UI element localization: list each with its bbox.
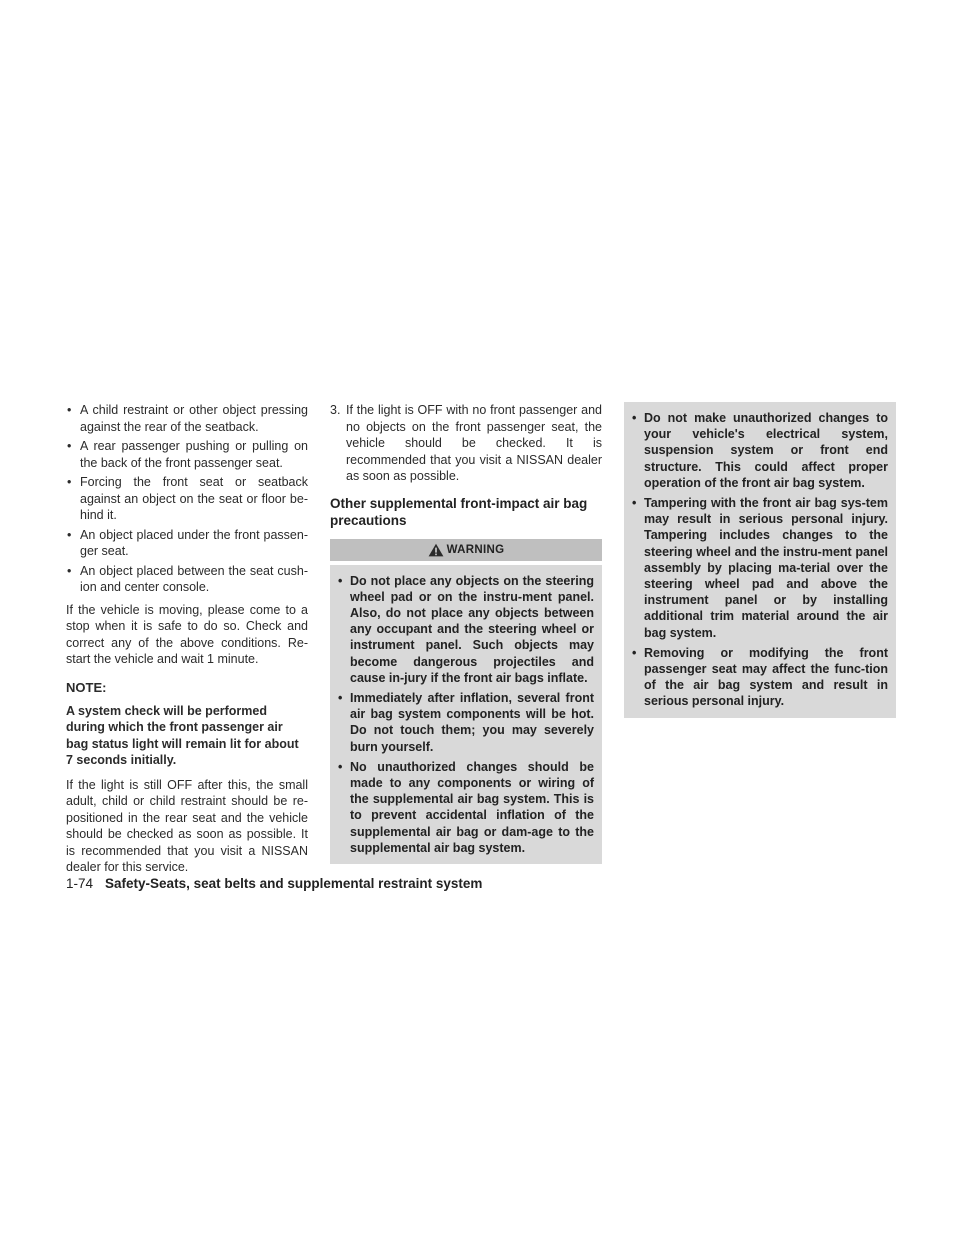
list-item: • A child restraint or other object pressing against the rear of the seatback. [67, 403, 308, 434]
list-item: • An object placed under the front passen-ger seat. [67, 527, 308, 558]
warning-item: • Removing or modifying the front passenger seat may affect the func-tion of the air bag system and result in serious personal injury. [632, 645, 888, 709]
page-number: 1-74 [66, 876, 94, 891]
numbered-list [330, 402, 602, 485]
column-3 [624, 402, 896, 718]
section-heading: Other supplemental front-impact air bag precautions [330, 495, 588, 528]
item-number: 3. [330, 403, 341, 417]
list-item: • An object placed between the seat cush-ion and center console. [67, 563, 308, 594]
warning-item: • Do not place any objects on the steering wheel pad or on the instru-ment panel. Also, do not place any objects between any occupant and the steering wheel or instrument panel. Such objects may become dangerous projectiles and cause in-jury if the front air bags inflate. [338, 573, 594, 685]
warning-box [330, 565, 602, 864]
warning-label: WARNING [446, 543, 505, 556]
page-footer [66, 876, 482, 891]
list-item: • Forcing the front seat or seatback against an object on the seat or floor be-hind it. [67, 475, 308, 522]
bullet: • [338, 690, 343, 705]
warning-header [330, 539, 602, 561]
bullet: • [632, 496, 637, 511]
warning-list [630, 410, 888, 710]
warning-item: • Immediately after inflation, several front air bag system components will be hot. Do not touch them; you may severely burn yourself. [338, 690, 594, 754]
note-heading: NOTE: [66, 679, 107, 695]
warning-item: • Do not make unauthorized changes to your vehicle's electrical system, suspension system or front end structure. This could affect proper operation of the front air bag system. [632, 411, 888, 490]
warning-item: • Tampering with the front air bag sys-tem may result in serious personal injury. Tampering includes changes to the steering wheel and the instru-ment panel assembly by placing ma-terial over the steering wheel pad and above the instrument panel or by installing additional trim material around the air bag system. [632, 496, 888, 640]
section-title: Safety-Seats, seat belts and supplemental restraint system [105, 876, 483, 891]
warning-triangle-icon [428, 543, 444, 557]
bullet: • [67, 439, 72, 453]
list-item: • A rear passenger pushing or pulling on the back of the front passenger seat. [67, 439, 308, 470]
bullet: • [67, 527, 72, 542]
note-text: A system check will be performed during which the front passenger air bag status light will remain lit for about 7 seconds initially. [66, 703, 299, 767]
warning-item: • No unauthorized changes should be made to any components or wiring of the supplemental air bag system. This is to prevent accidental inflation of the supplemental air bag or dam-age to the supplemental air bag system. [338, 759, 594, 855]
bullet: • [67, 475, 72, 489]
column-1 [66, 402, 308, 885]
warning-box-continued [624, 402, 896, 718]
warning-list [336, 573, 594, 856]
bullet: • [67, 563, 72, 578]
list-item: 3. If the light is OFF with no front passenger and no objects on the front passenger seat, the vehicle should be checked. It is recommended that you visit a NISSAN dealer as soon as possible. [330, 403, 602, 483]
column-2 [330, 402, 602, 864]
bullet: • [67, 403, 72, 417]
condition-list [66, 402, 308, 596]
paragraph-restart: If the vehicle is moving, please come to a stop when it is safe to do so. Check and correct any of the above conditions. Re-start the vehicle and wait 1 minute. [66, 602, 308, 666]
bullet: • [338, 759, 343, 774]
bullet: • [632, 645, 637, 660]
bullet: • [338, 573, 343, 588]
bullet: • [632, 411, 637, 425]
paragraph-reposition: If the light is still OFF after this, the small adult, child or child restraint should be re-positioned in the rear seat and the vehicle should be checked as soon as possible. It is recommended that you visit a NISSAN dealer for this service. [66, 777, 308, 874]
